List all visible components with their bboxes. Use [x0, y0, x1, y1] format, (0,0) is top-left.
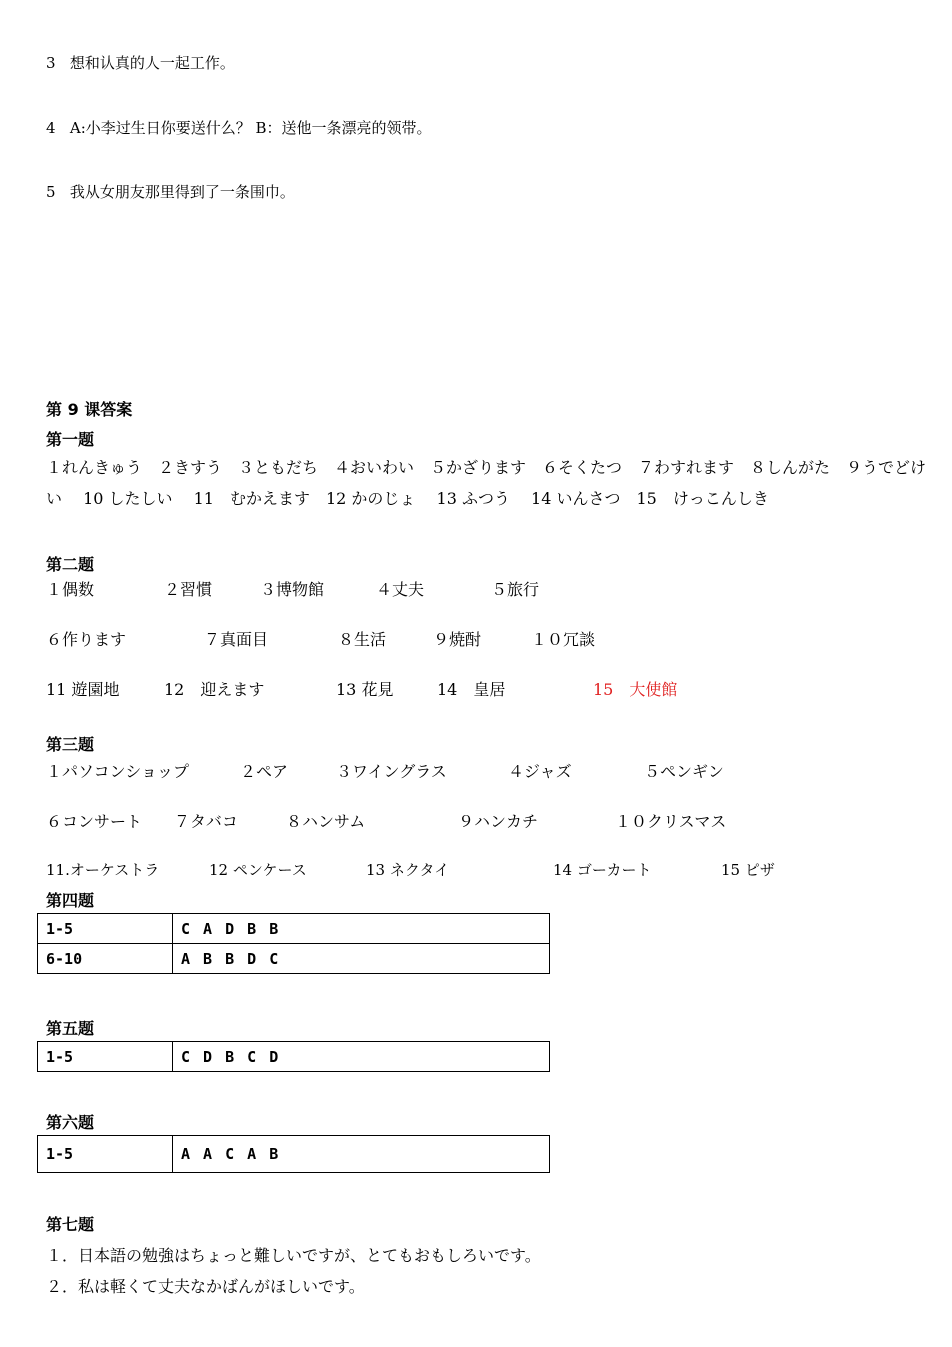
q5-answer-table	[37, 1041, 550, 1072]
q2-item: １偶数	[46, 580, 95, 599]
q6-answer-table	[37, 1135, 550, 1173]
q2-item: ２習慣	[164, 580, 213, 599]
q2-row-2	[46, 627, 595, 650]
range-cell: 1-5	[38, 914, 173, 944]
range-cell: 1-5	[38, 1042, 173, 1072]
table-row	[38, 1136, 550, 1173]
q2-heading: 第二题	[46, 555, 95, 574]
sentence-text: 我从女朋友那里得到了一条围巾。	[69, 183, 295, 201]
sentence-3	[46, 52, 235, 73]
table-row	[38, 944, 550, 974]
q4-heading: 第四题	[46, 891, 95, 910]
q7-item-1: １．日本語の勉強はちょっと難しいですが、とてもおもしろいです。	[46, 1246, 541, 1265]
sentence-number: 4	[46, 119, 56, 137]
q3-item: 13 ネクタイ	[366, 861, 450, 879]
q2-item: ４丈夫	[376, 580, 425, 599]
lesson-title: 第 9 课答案	[46, 400, 133, 419]
table-row	[38, 1042, 550, 1072]
q2-item: 11 遊園地	[46, 680, 120, 699]
q3-item: ７タバコ	[174, 812, 238, 831]
q2-item: ７真面目	[204, 630, 269, 649]
q2-item: １０冗談	[531, 630, 596, 649]
q2-item: ９焼酎	[433, 630, 482, 649]
q3-item: 11.オーケストラ	[46, 861, 160, 879]
range-cell: 1-5	[38, 1136, 173, 1173]
q3-item: 15 ピザ	[721, 861, 775, 879]
q3-item: １０クリスマス	[615, 812, 727, 831]
q7-heading: 第七题	[46, 1215, 95, 1234]
q3-item: １パソコンショップ	[46, 762, 189, 781]
q7-item-2: ２．私は軽くて丈夫なかばんがほしいです。	[46, 1277, 365, 1296]
q6-heading: 第六题	[46, 1113, 95, 1132]
sentence-5	[46, 181, 295, 202]
q2-item: ５旅行	[491, 580, 540, 599]
q2-row-3	[46, 677, 677, 700]
q3-item: ６コンサート	[46, 812, 143, 831]
q3-item: 12 ペンケース	[209, 861, 307, 879]
q4-answer-table	[37, 913, 550, 974]
sentence-number: 5	[46, 183, 56, 201]
q2-item-highlighted: 15 大使館	[593, 680, 678, 699]
q3-item: 14 ゴーカート	[553, 861, 652, 879]
q3-heading: 第三题	[46, 735, 95, 754]
q1-heading: 第一题	[46, 430, 95, 449]
q3-item: ５ペンギン	[644, 762, 724, 781]
q3-item: ８ハンサム	[286, 812, 366, 831]
q1-answers: １れんきゅう ２きすう ３ともだち ４おいわい ５かざります ６そくたつ ７わすれます ８しんがた ９うでどけい 10 したしい 11 むかえます 12 かのじょ 13 ふつう 14 いんさつ 15 けっこんしき	[46, 458, 927, 508]
answers-cell: C A D B B	[173, 914, 550, 944]
q3-item: ９ハンカチ	[458, 812, 539, 831]
answers-cell: C D B C D	[173, 1042, 550, 1072]
range-cell: 6-10	[38, 944, 173, 974]
sentence-text: 想和认真的人一起工作。	[69, 54, 235, 72]
answers-cell: A A C A B	[173, 1136, 550, 1173]
q3-item: ２ペア	[240, 762, 289, 781]
q2-item: ６作ります	[46, 630, 127, 649]
q3-row-2	[46, 809, 726, 832]
q3-row-1	[46, 759, 724, 782]
table-row	[38, 914, 550, 944]
sentence-number: 3	[46, 54, 56, 72]
q2-item: 12 迎えます	[164, 680, 265, 699]
answers-cell: A B B D C	[173, 944, 550, 974]
q2-item: 13 花見	[336, 680, 394, 699]
q5-heading: 第五题	[46, 1019, 95, 1038]
q2-item: 14 皇居	[437, 680, 506, 699]
q2-item: ３博物館	[260, 580, 325, 599]
q2-row-1	[46, 577, 539, 600]
q3-item: ４ジャズ	[508, 762, 572, 781]
q3-item: ３ワイングラス	[336, 762, 447, 781]
sentence-text: A:小李过生日你要送什么？ B：送他一条漂亮的领带。	[69, 119, 432, 137]
q3-row-3	[46, 859, 775, 880]
q2-item: ８生活	[338, 630, 387, 649]
sentence-4	[46, 117, 432, 138]
